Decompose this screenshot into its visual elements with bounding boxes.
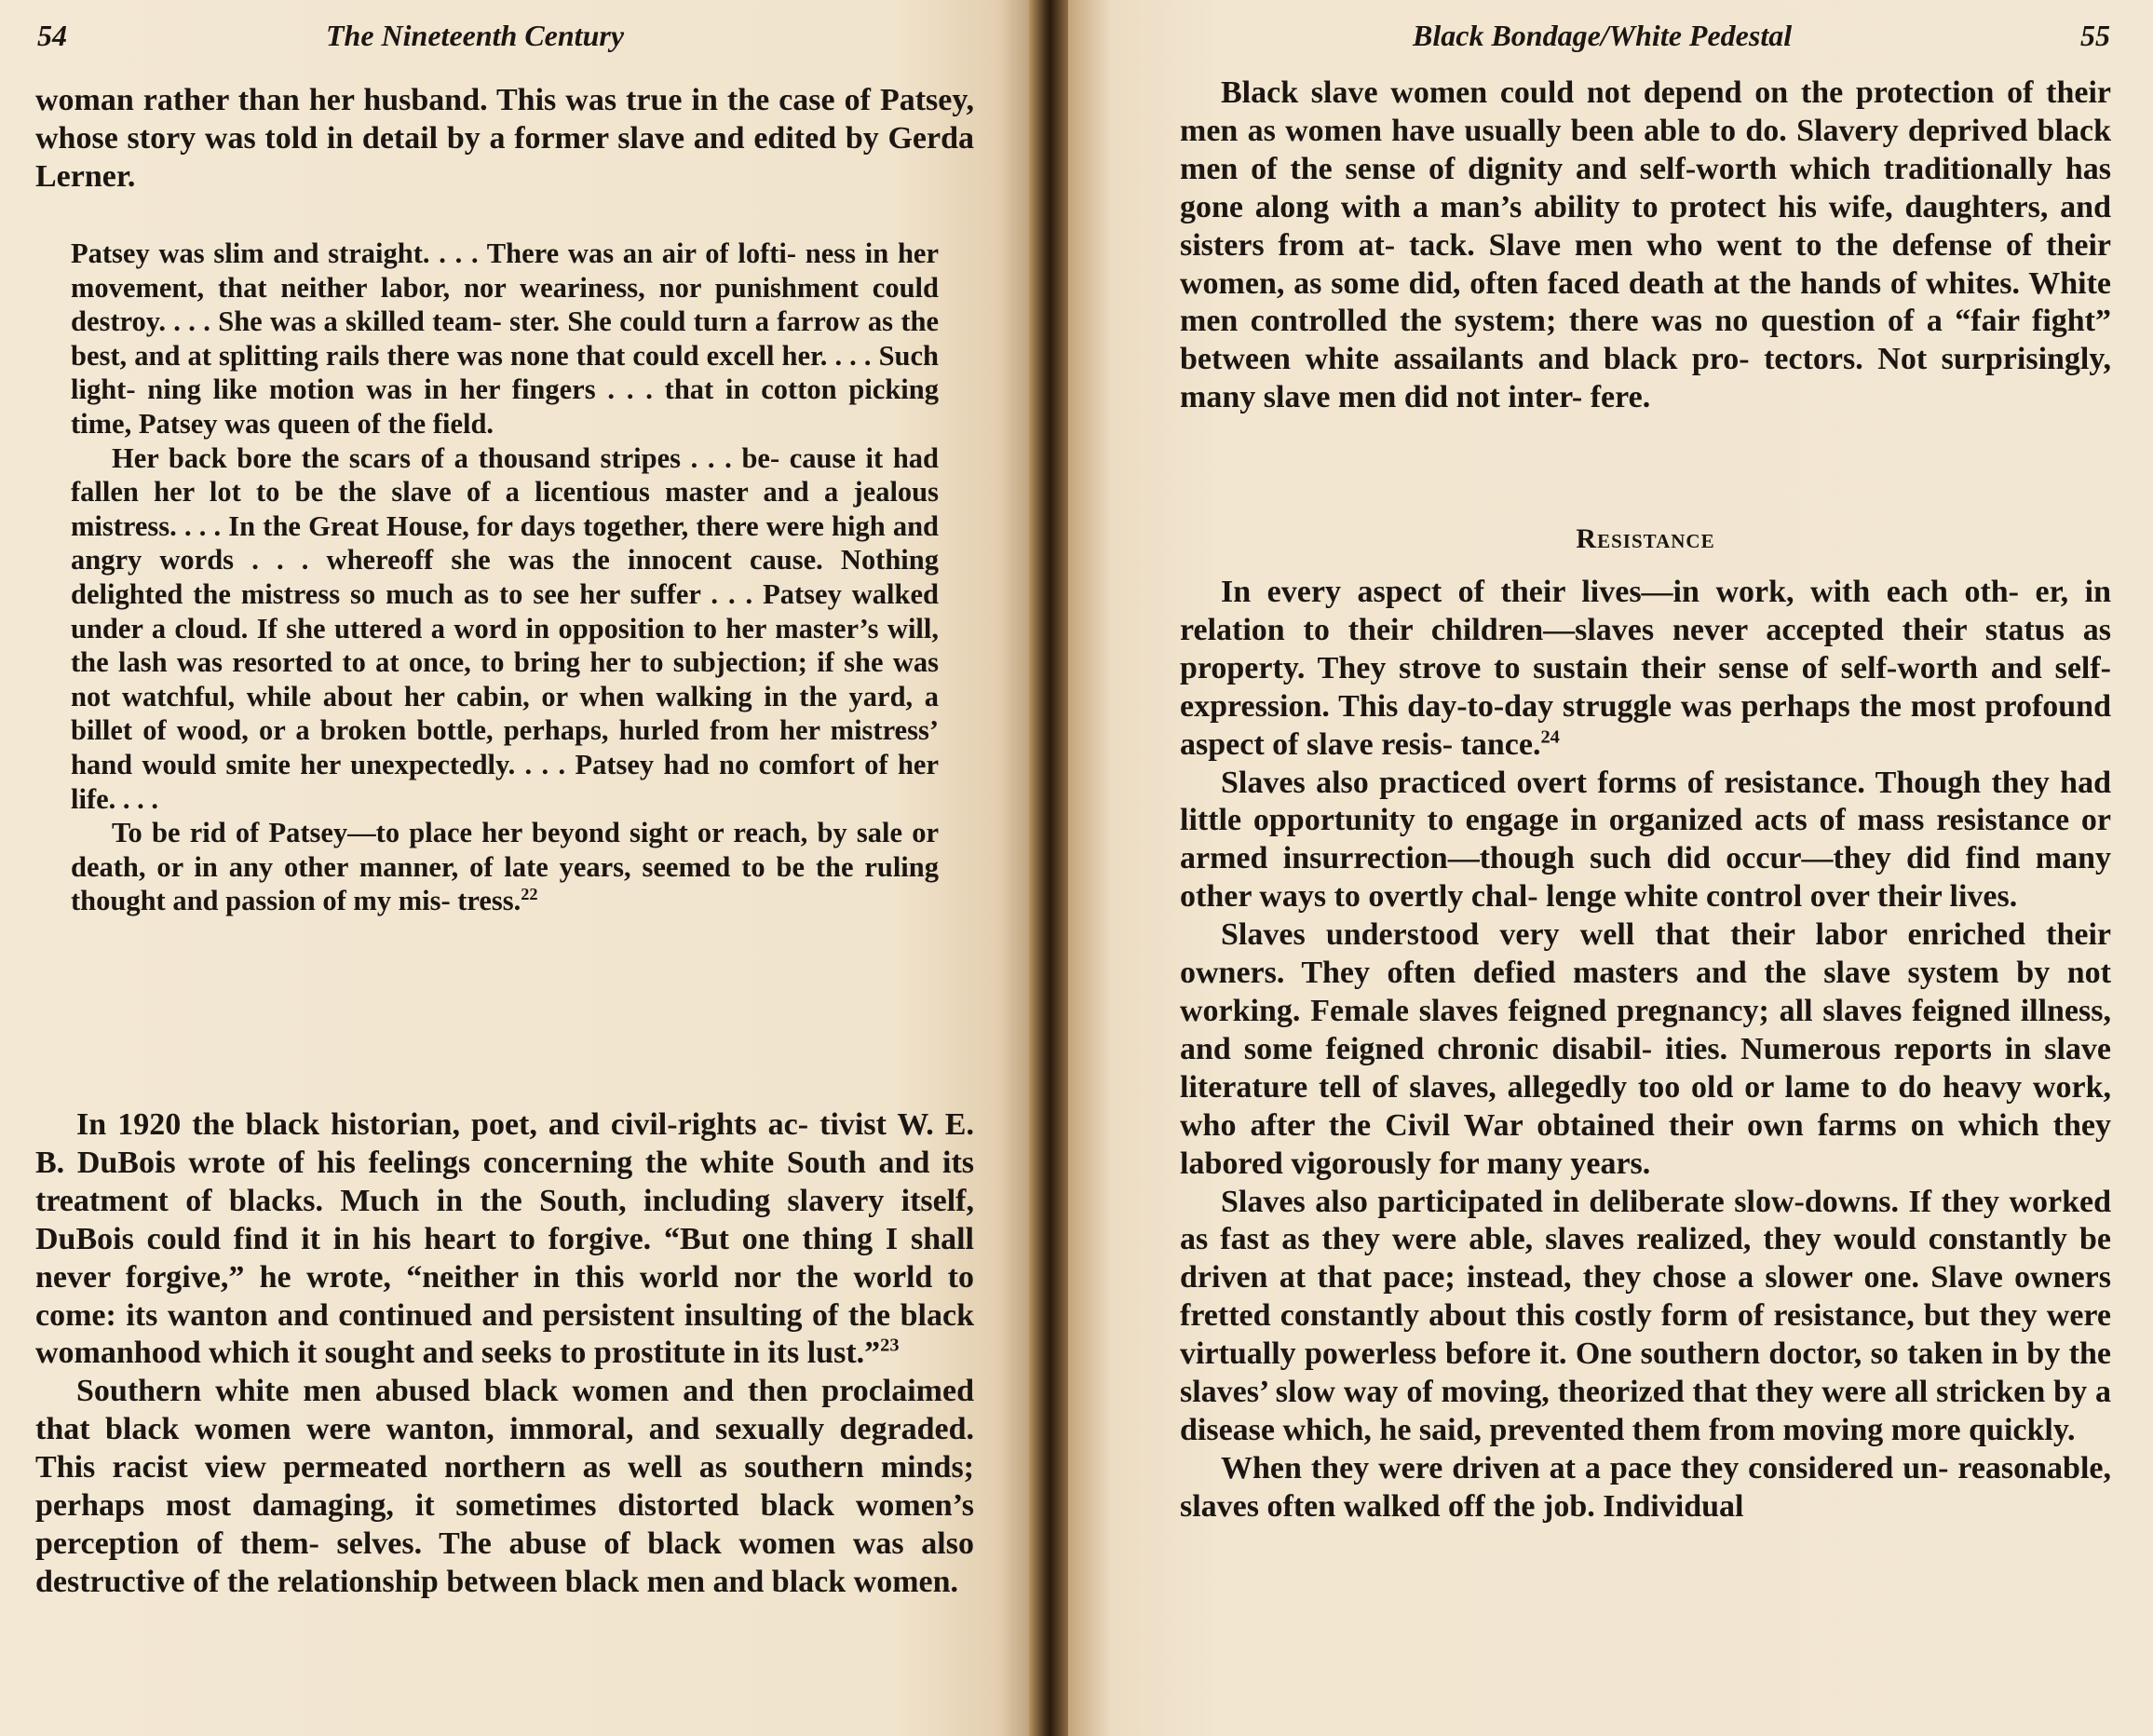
quote-paragraph <box>71 816 939 918</box>
paragraph: Slaves also practiced overt forms of resistance. Though they had little opportunity to engage in organized acts of mass resistance or armed insurrection—though such did occur—they did find many other ways to overtly chal- lenge white control over their lives. <box>1180 765 2111 915</box>
section-heading: Resistance <box>1576 523 1715 554</box>
block-quote <box>71 237 939 918</box>
right-running-head: Black Bondage/White Pedestal <box>1413 19 1793 52</box>
left-page <box>0 0 1050 1736</box>
paragraph <box>1180 574 2111 765</box>
right-folio: 55 <box>2080 19 2110 52</box>
quote-paragraph: Her back bore the scars of a thousand stripes . . . be- cause it had fallen her lot to be the slave of a licentious master and a jealous mistress. . . . In the Great House, for days together, there were high and angry words . . . whereoff she was the innocent cause. Nothing delighted the mistress so much as to see her suffer . . . Patsey walked under a cloud. If she uttered a word in opposition to her master’s will, the lash was resorted to at once, to bring her to subjection; if she was not watchful, while about her cabin, or when walking in the yard, a billet of wood, or a broken bottle, perhaps, hurled from her mistress’ hand would smite her unexpectedly. . . . Patsey had no comfort of her life. . . . <box>71 441 939 815</box>
paragraph-text: In 1920 the black historian, poet, and civil-rights ac- tivist W. E. B. DuBois wrote of his feelings concerning the white South and its treatment of blacks. Much in the South, including slavery itself, DuBois could find it in his heart to forgive. “But one thing I shall never forgive,” he wrote, “neither in this world nor the world to come: its wanton and continued and persistent insulting of the black womanhood which it sought and seeks to prostitute in its lust.” <box>35 1107 974 1371</box>
footnote-ref: 23 <box>880 1336 900 1357</box>
book-gutter <box>1029 0 1068 1736</box>
quote-paragraph: Patsey was slim and straight. . . . There was an air of lofti- ness in her movement, that neither labor, nor weariness, nor punishment could destroy. . . . She was a skilled team- ster. She could turn a farrow as the best, and at splitting rails there was none that could excell her. . . . Such light- ning like motion was in her fingers . . . that in cotton picking time, Patsey was queen of the field. <box>71 237 939 440</box>
paragraph: Southern white men abused black women and then proclaimed that black women were wanton, immoral, and sexually degraded. This racist view permeated northern as well as southern minds; perhaps most damaging, it sometimes distorted black women’s perception of them- selves. The abuse of black women was also destructive of the relationship between black men and black women. <box>35 1374 974 1599</box>
right-top-text <box>1180 75 2111 417</box>
footnote-ref: 24 <box>1540 726 1560 748</box>
quote-text: To be rid of Patsey—to place her beyond sight or reach, by sale or death, or in any other manner, of late years, seemed to be the ruling thought and passion of my mis- tress. <box>71 817 939 917</box>
paragraph: When they were driven at a pace they considered un- reasonable, slaves often walked off the job. Individual <box>1180 1450 2111 1524</box>
left-lower-text <box>35 1106 974 1602</box>
paragraph-text: In every aspect of their lives—in work, with each oth- er, in relation to their children—slaves never accepted their status as property. They strove to sustain their sense of self-worth and self-expression. This day-to-day struggle was perhaps the most profound aspect of slave resis- tance. <box>1180 575 2111 762</box>
left-running-head: The Nineteenth Century <box>326 19 625 52</box>
paragraph: Black slave women could not depend on the protection of their men as women have usually been able to do. Slavery deprived black men of the sense of dignity and self-worth which traditionally has gone along with a man’s ability to protect his wife, daughters, and sisters from at- tack. Slave men who went to the defense of their women, as some did, often faced death at the hands of whites. White men controlled the system; there was no question of a “fair fight” between white assailants and black pro- tectors. Not surprisingly, many slave men did not inter- fere. <box>1180 75 2111 415</box>
paragraph: woman rather than her husband. This was true in the case of Patsey, whose story was told in detail by a former slave and edited by Gerda Lerner. <box>35 83 974 194</box>
paragraph: Slaves also participated in deliberate slow-downs. If they worked as fast as they were able, slaves realized, they would constantly be driven at that pace; instead, they chose a slower one. Slave owners fretted constantly about this costly form of resistance, but they were virtually powerless before it. One southern doctor, so taken in by the slaves’ slow way of moving, theorized that they were all stricken by a disease which, he said, prevented them from moving more quickly. <box>1180 1184 2111 1447</box>
footnote-ref: 22 <box>521 885 538 904</box>
right-lower-text <box>1180 574 2111 1526</box>
left-folio: 54 <box>37 19 67 52</box>
right-page <box>1068 0 2153 1736</box>
paragraph <box>35 1106 974 1373</box>
paragraph: Slaves understood very well that their labor enriched their owners. They often defied masters and the slave system by not working. Female slaves feigned pregnancy; all slaves feigned illness, and some feigned chronic disabil- ities. Numerous reports in slave literature tell of slaves, allegedly too old or lame to do heavy work, who after the Civil War obtained their own farms on which they labored vigorously for many years. <box>1180 917 2111 1181</box>
left-top-paragraph <box>35 82 974 197</box>
